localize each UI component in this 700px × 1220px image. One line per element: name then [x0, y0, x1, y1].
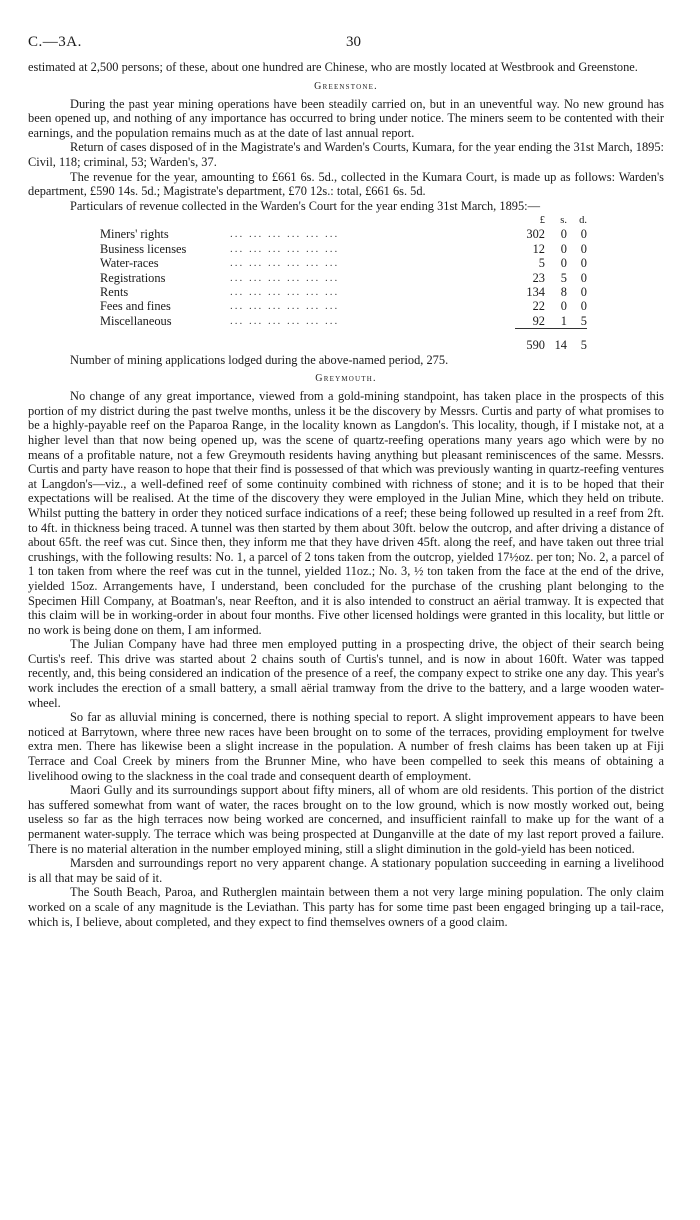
total-row [100, 329, 587, 353]
total-shillings: 14 [545, 329, 567, 353]
total-pounds: 590 [515, 329, 545, 353]
revenue-item: Water-races [100, 256, 159, 271]
revenue-item: Fees and fines [100, 299, 171, 314]
amount-pounds: 92 [515, 314, 545, 329]
amount-pence: 0 [580, 299, 587, 314]
amount-pence: 5 [567, 314, 587, 329]
paragraph: Maori Gully and its surroundings support about fifty miners, all of whom are old residents. This portion of the district has suffered somewhat from want of water, the races brought on to the low ground, which is now mostly worked out, being useless so far as the high terraces now being worked are concerned, and insufficient rainfall to make up for the want of a permanent water-supply. The terrace which was being prospected at Dunganville at the date of my last report proved a failure. There is no material alteration in the number employed mining, still a slight diminution in the gold-yield has been noticed. [28, 783, 664, 856]
revenue-item: Miscellaneous [100, 314, 172, 329]
leader-dots: ... ... ... ... ... ... [230, 242, 340, 255]
amount-pence: 0 [580, 227, 587, 242]
amount-shillings: 0 [560, 241, 567, 256]
paragraph: The Julian Company have had three men employed putting in a prospecting drive, the object of their search being Curtis's reef. This drive was started about 2 chains south of Curtis's tunnel, and is now in about 160ft. Water was tapped recently, and, this being considered an indication of the presence of a reef, the company expect to strike one any day. This year's work includes the erection of a small battery, a small aërial tramway from the drive to the battery, and a large wooden water-wheel. [28, 637, 664, 710]
amount-pence: 0 [580, 256, 587, 271]
amount-pence: 0 [580, 241, 587, 256]
amount-pence: 0 [580, 284, 587, 299]
column-header-shillings: s. [560, 215, 567, 227]
paragraph: Particulars of revenue collected in the Warden's Court for the year ending 31st March, 1895:— [70, 198, 540, 213]
leader-dots: ... ... ... ... ... ... [230, 285, 340, 298]
amount-shillings: 0 [560, 256, 567, 271]
revenue-table [100, 215, 587, 352]
table-row [100, 227, 587, 241]
document-page [28, 34, 664, 929]
amount-pounds: 302 [526, 227, 545, 242]
revenue-item: Miners' rights [100, 227, 169, 242]
paragraph: During the past year mining operations have been steadily carried on, but in an uneventful way. No new ground has been opened up, and nothing of any importance has occurred to bring under notice. The miners seem to be contented with their earnings, and the population remains much as at the date of last annual report. [28, 96, 664, 140]
page-header [28, 34, 664, 60]
amount-pounds: 5 [538, 256, 545, 271]
leader-dots: ... ... ... ... ... ... [230, 300, 340, 313]
revenue-table-header [100, 215, 587, 227]
amount-shillings: 1 [545, 314, 567, 329]
column-header-pence: d. [579, 215, 587, 227]
total-pence: 5 [567, 329, 587, 353]
section-heading-greenstone: Greenstone. [314, 80, 378, 92]
section-heading-greymouth: Greymouth. [315, 373, 377, 385]
table-row [100, 285, 587, 299]
page-number: 30 [346, 34, 361, 50]
amount-shillings: 5 [560, 270, 567, 285]
table-row [100, 271, 587, 285]
amount-pounds: 23 [532, 270, 545, 285]
revenue-item: Registrations [100, 270, 166, 285]
paragraph: Number of mining applications lodged during the above-named period, 275. [70, 352, 449, 367]
revenue-item: Business licenses [100, 241, 187, 256]
intro-paragraph: estimated at 2,500 persons; of these, about one hundred are Chinese, who are mostly located at Westbrook and Greenstone. [28, 60, 638, 74]
amount-shillings: 0 [560, 299, 567, 314]
amount-shillings: 8 [560, 284, 567, 299]
paragraph: Return of cases disposed of in the Magistrate's and Warden's Courts, Kumara, for the year ending the 31st March, 1895: Civil, 118; criminal, 53; Warden's, 37. [28, 140, 664, 169]
paragraph: No change of any great importance, viewed from a gold-mining standpoint, has taken place in the prospects of this portion of my district during the past twelve months, unless it be the discovery by Messrs. Curtis and party of what promises to be a highly-payable reef on the Paparoa Range, in the locality known as Langdon's. This locality, though, if I mistake not, at a higher level than that now being opened up, was the scene of quartz-reefing operations many years ago which were by no means of a profitable nature, not a few Greymouth residents having anything but pleasant reminiscences of the same. Messrs. Curtis and party have reason to hope that their find is possessed of that which was previously wanting in quartz-reefing ventures at Langdon's—viz., a well-defined reef of some continuity combined with richness of stone; and it is to be hoped that their expectations will be realised. At the time of the discovery they were employed in the Julian Mine, which they held on tribute. Whilst putting the battery in order they noticed surface indications of a reef; these being followed up resulted in a reef from 2ft. to 4ft. in thickness being traced. A tunnel was then started by them about 30ft. below the outcrop, and after driving a distance of about 65ft. the reef was cut. Since then, they inform me that they have driven 45ft. along the reef, and have taken out three trial crushings, with the following results: No. 1, a parcel of 2 tons taken from the outcrop, yielded 17½oz. per ton; No. 2, a parcel of 1 ton taken from where the reef was cut in the tunnel, yielded 11oz.; No. 3, ½ ton taken from the face at the end of the drive, yielded 15oz. Arrangements have, I understand, been concluded for the purchase of the crushing plant belonging to the Specimen Hill Company, at Boatman's, near Reefton, and it is also intended to construct an aërial tramway. It is expected that this claim will be in working-order in about four months. Five other licensed holdings were granted in this locality, but little or no work is being done on them, I am informed. [28, 389, 664, 637]
paragraph: So far as alluvial mining is concerned, there is nothing special to report. A slight improvement appears to have been noticed at Barrytown, where three new races have been brought on to some of the terraces, providing employment for twelve extra men. There has likewise been a slight increase in the population. A number of fresh claims has been taken up at Fiji Terrace and Coal Creek by miners from the Brunner Mine, who have been compelled to seek this means of obtaining a livelihood owing to the slackness in the coal trade and consequent dearth of employment. [28, 710, 664, 783]
paragraph: Marsden and surroundings report no very apparent change. A stationary population succeeding in earning a livelihood is all that may be said of it. [28, 856, 664, 885]
table-row [100, 299, 587, 313]
column-header-pounds: £ [539, 215, 545, 227]
table-row [100, 314, 587, 329]
leader-dots: ... ... ... ... ... ... [230, 271, 340, 284]
amount-pounds: 134 [526, 284, 545, 299]
document-code: C.—3A. [28, 34, 82, 50]
paragraph: The revenue for the year, amounting to £661 6s. 5d., collected in the Kumara Court, is made up as follows: Warden's department, £590 14s. 5d.; Magistrate's department, £70 12s.: total, £661 6s. 5d. [28, 169, 664, 199]
amount-pounds: 22 [532, 299, 545, 314]
leader-dots: ... ... ... ... ... ... [230, 228, 340, 241]
amount-pounds: 12 [532, 241, 545, 256]
revenue-item: Rents [100, 284, 129, 299]
table-row [100, 242, 587, 256]
leader-dots: ... ... ... ... ... ... [230, 257, 340, 270]
amount-shillings: 0 [560, 227, 567, 242]
paragraph: The South Beach, Paroa, and Rutherglen maintain between them a not very large mining population. The only claim worked on a scale of any magnitude is the Leviathan. This party has for some time past been engaged bringing up a tail-race, which is, I believe, about completed, and they expect to find themselves owners of a good claim. [28, 885, 664, 929]
leader-dots: ... ... ... ... ... ... [230, 315, 340, 328]
amount-pence: 0 [580, 270, 587, 285]
table-row [100, 256, 587, 270]
